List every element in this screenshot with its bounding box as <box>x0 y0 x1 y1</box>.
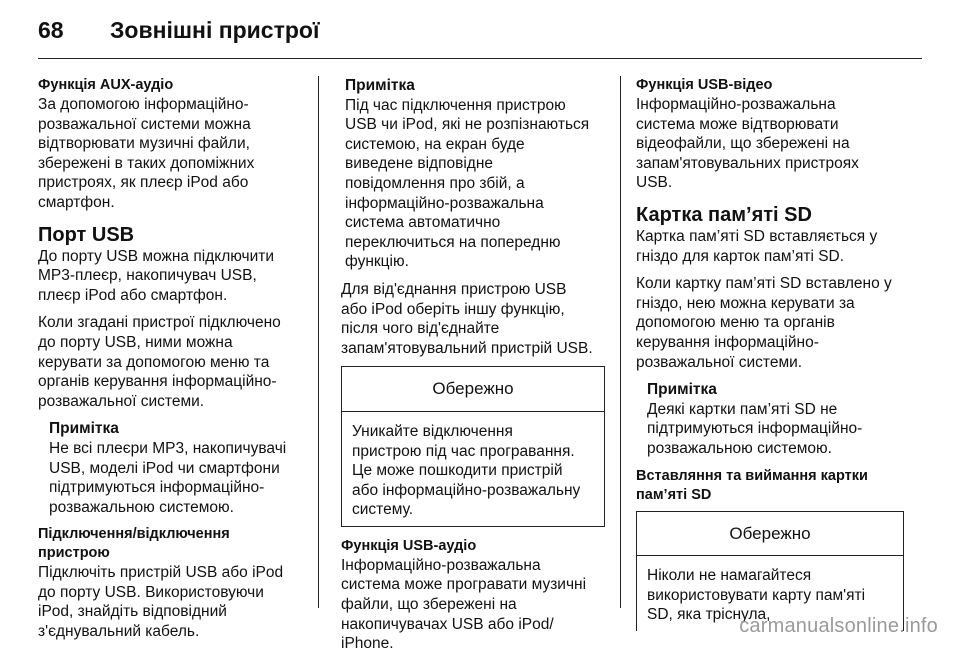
note-label: Примітка <box>647 381 717 399</box>
column-2 <box>341 76 605 662</box>
usb-audio-text: Інформаційно-розважальна система може програвати музичні файли, що збережені на накопичувачах USB або iPod/ iPhone. <box>341 556 587 653</box>
note-block <box>341 76 605 272</box>
usb-port-text-2: Коли згадані пристрої підключено до порту USB, ними можна керувати за допомогою меню та органів керування інформаційно- розважальної системи. <box>38 314 281 410</box>
usb-port-heading: Порт USB <box>38 223 135 246</box>
note-text: Не всі плеєри MP3, накопичувачі USB, моделі iPod чи смартфони підтримуються інформаційно- розважальною системою. <box>49 439 287 516</box>
note-block <box>38 419 308 517</box>
caution-text: Уникайте відключення пристрою під час програвання. Це може пошкодити пристрій або інформаційно-розважальну систему. <box>352 422 581 519</box>
page-header <box>38 10 319 50</box>
column-divider-1 <box>318 76 319 608</box>
page-title: Зовнішні пристрої <box>110 16 320 43</box>
page-number: 68 <box>38 16 64 43</box>
note-text: Деякі картки пам’яті SD не підтримуються інформаційно- розважальною системою. <box>647 400 863 457</box>
note-label: Примітка <box>49 420 119 438</box>
usb-video-text: Інформаційно-розважальна система може відтворювати відеофайли, що збережені на запам'ятовувальних пристроях USB. <box>636 96 859 192</box>
caution-title: Обережно <box>342 367 604 412</box>
connect-text: Підключіть пристрій USB або iPod до порту USB. Використовуючи iPod, знайдіть відповідний з'єднувальний кабель. <box>38 564 284 641</box>
connect-heading: Підключення/відключення пристрою <box>38 526 230 562</box>
caution-text: Ніколи не намагайтеся використовувати карту пам'яті SD, яка тріснула, <box>647 567 866 624</box>
note-label: Примітка <box>345 77 415 94</box>
header-rule <box>38 58 922 59</box>
column-1 <box>38 76 308 650</box>
column-3 <box>636 76 904 631</box>
disconnect-text: Для від'єднання пристрою USB або iPod оберіть іншу функцію, після чого від'єднайте запам'ятовувальний пристрій USB. <box>341 280 593 357</box>
sd-card-heading: Картка пам’яті SD <box>636 203 812 226</box>
sd-card-text-2: Коли картку пам’яті SD вставлено у гніздо, нею можна керувати за допомогою меню та органів керування інформаційно- розважальної системи. <box>636 275 892 371</box>
usb-audio-heading: Функція USB-аудіо <box>341 537 477 554</box>
usb-video-heading: Функція USB-відео <box>636 77 773 93</box>
caution-box <box>341 366 605 527</box>
aux-text: За допомогою інформаційно- розважальної системи можна відтворювати музичні файли, збережені в таких допоміжних пристроях, як плеєр iPod або смартфон. <box>38 96 255 211</box>
sd-card-text-1: Картка пам’яті SD вставляється у гніздо для карток пам’яті SD. <box>636 227 878 265</box>
note-block <box>636 380 904 458</box>
insert-heading: Вставляння та виймання картки пам’яті SD <box>636 467 868 503</box>
note-text: Під час підключення пристрою USB чи iPod, які не розпізнаються системою, на екран буде виведене відповідне повідомлення про збій, а інформаційно-розважальна система автоматично переключиться на попередню функцію. <box>345 96 590 271</box>
caution-box <box>636 511 904 631</box>
caution-title: Обережно <box>637 512 903 557</box>
column-divider-2 <box>620 76 621 608</box>
usb-port-text-1: До порту USB можна підключити MP3-плеєр, накопичувач USB, плеєр iPod або смартфон. <box>38 247 275 304</box>
aux-heading: Функція AUX-аудіо <box>38 77 174 93</box>
watermark: carmanualsonline.info <box>739 615 938 637</box>
